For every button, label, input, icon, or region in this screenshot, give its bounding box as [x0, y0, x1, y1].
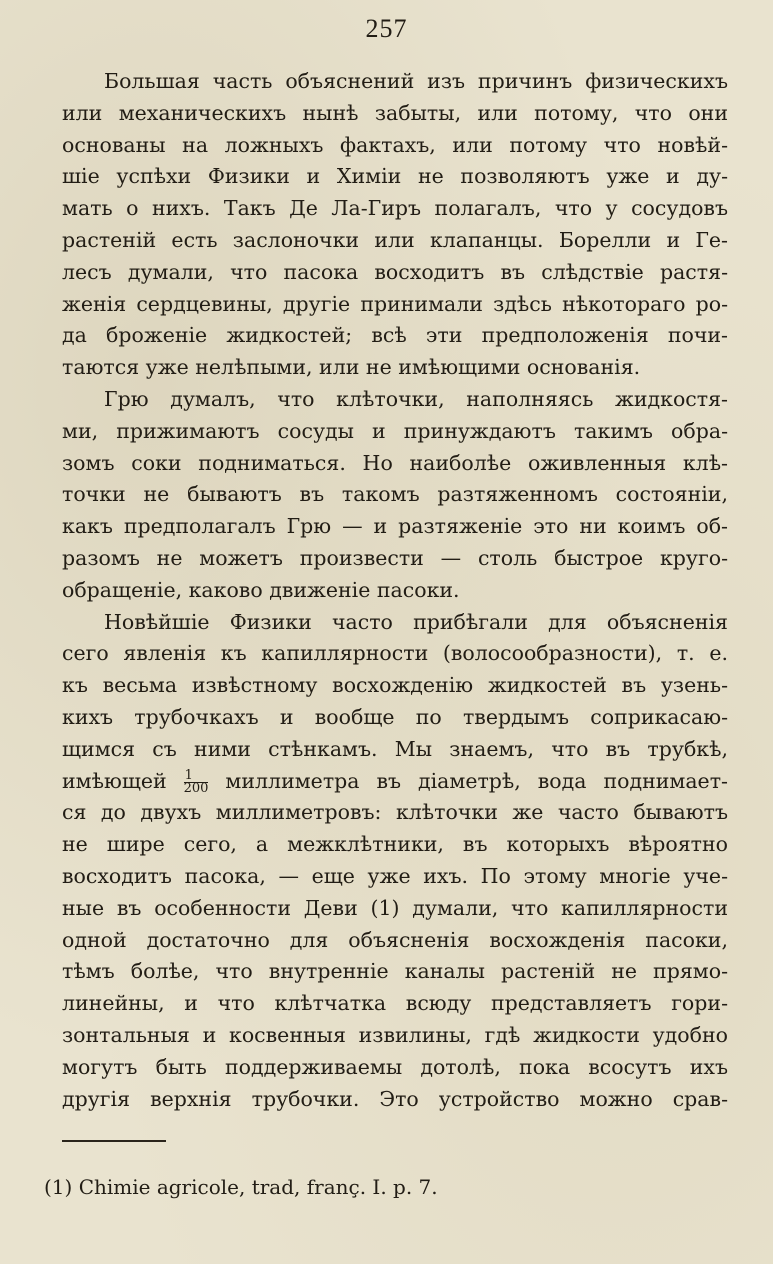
text-line: ные въ особенности Деви (1) думали, что капиллярности — [62, 895, 728, 920]
text-fragment: миллиметра въ діаметрѣ, вода поднимает- — [225, 768, 728, 793]
text-line: кихъ трубочкахъ и вообще по твердымъ соприкасаю- — [62, 704, 728, 729]
text-line: основаны на ложныхъ фактахъ, или потому что новѣй- — [62, 132, 728, 157]
text-line: могутъ быть поддерживаемы дотолѣ, пока всосутъ ихъ — [62, 1054, 728, 1079]
fraction — [183, 767, 209, 796]
text-line: обращеніе, каково движеніе пасоки. — [62, 577, 460, 602]
text-line: ми, прижимаютъ сосуды и принуждаютъ такимъ обра- — [62, 418, 728, 443]
text-line: не шире сего, а межклѣтники, въ которыхъ вѣроятно — [62, 832, 728, 857]
body-text — [62, 66, 728, 1115]
paragraph-3 — [62, 607, 728, 1116]
text-line: ся до двухъ миллиметровъ: клѣточки же часто бываютъ — [62, 800, 728, 825]
footnote: (1) Chimie agricole, trad, franç. I. p. 7. — [44, 1175, 438, 1199]
text-line: зомъ соки подниматься. Но наиболѣе оживленныя клѣ- — [62, 450, 728, 475]
text-line: одной достаточно для объясненія восхожденія пасоки, — [62, 927, 728, 952]
text-line: таются уже нелѣпыми, или не имѣющими основанія. — [62, 355, 641, 380]
text-line: Грю думалъ, что клѣточки, наполняясь жидкостя- — [104, 386, 728, 411]
paragraph-2 — [62, 384, 728, 607]
text-line: мать о нихъ. Такъ Де Ла-Гиръ полагалъ, что у сосудовъ — [62, 196, 728, 221]
paragraph-1 — [62, 66, 728, 384]
fraction-numerator: 1 — [184, 770, 209, 783]
text-line: точки не бываютъ въ такомъ разтяженномъ состояніи, — [62, 482, 728, 507]
text-line: линейны, и что клѣтчатка всюду представляетъ гори- — [62, 991, 728, 1016]
text-line: сего явленія къ капиллярности (волосообразности), т. е. — [62, 641, 728, 666]
text-line-with-fraction — [62, 766, 728, 798]
text-line: Большая часть объяснений изъ причинъ физическихъ — [104, 69, 728, 93]
text-line: разомъ не можетъ произвести — столь быстрое круго- — [62, 545, 728, 570]
text-line: какъ предполагалъ Грю — и разтяженіе это ни коимъ об- — [62, 514, 728, 539]
text-fragment: имѣющей — [62, 768, 167, 793]
text-line: растеній есть заслоночки или клапанцы. Борелли и Ге- — [62, 227, 728, 252]
text-line: другія верхнія трубочки. Это устройство можно срав- — [62, 1086, 728, 1111]
footnote-divider — [62, 1140, 166, 1142]
text-line: да броженіе жидкостей; всѣ эти предположенія почи- — [62, 323, 728, 348]
text-line: къ весьма извѣстному восхожденію жидкостей въ узень- — [62, 673, 728, 698]
text-line: женія сердцевины, другіе принимали здѣсь нѣкотораго ро- — [62, 291, 728, 316]
text-line: или механическихъ нынѣ забыты, или потому, что они — [62, 100, 728, 125]
page-number: 257 — [365, 14, 408, 43]
text-line: шіе успѣхи Физики и Химіи не позволяютъ уже и ду- — [62, 164, 728, 189]
text-line: щимся съ ними стѣнкамъ. Мы знаемъ, что въ трубкѣ, — [62, 736, 728, 761]
text-line: зонтальныя и косвенныя извилины, гдѣ жидкости удобно — [62, 1022, 728, 1047]
text-line: Новѣйшіе Физики часто прибѣгали для объясненія — [104, 609, 728, 634]
text-line: лесъ думали, что пасока восходитъ въ слѣдствіе растя- — [62, 259, 728, 284]
text-line: тѣмъ болѣе, что внутреннiе каналы растеній не прямо- — [62, 959, 728, 984]
fraction-denominator: 200 — [183, 780, 209, 796]
text-line: восходитъ пасока, — еще уже ихъ. По этому многіе уче- — [62, 863, 728, 888]
